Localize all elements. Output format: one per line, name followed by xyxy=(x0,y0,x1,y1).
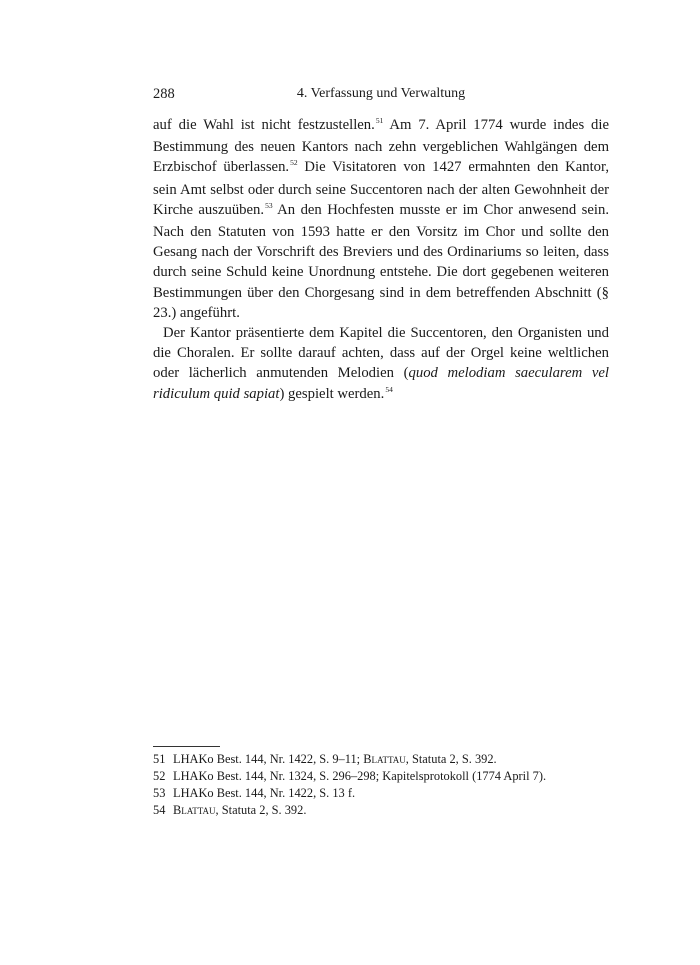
footnote-author: Blattau xyxy=(173,803,216,817)
running-head: 4. Verfassung und Verwaltung xyxy=(296,86,466,101)
footnote-number: 52 xyxy=(153,769,166,783)
footnote-ref-53[interactable]: 53 xyxy=(265,200,273,210)
footnote-54 xyxy=(153,802,609,819)
latin-quote: quod melodiam saecularem vel ridiculum quid sapiat xyxy=(153,365,609,402)
footnote-text: LHAKo Best. 144, Nr. 1324, S. 296–298; Kapitelsprotokoll (1774 April 7). xyxy=(173,769,547,783)
footnote-ref-54[interactable]: 54 xyxy=(385,384,393,394)
footnote-text: LHAKo Best. 144, Nr. 1422, S. 9–11; xyxy=(173,752,364,766)
body-text xyxy=(153,115,609,406)
sentence: An den Hochfesten musste er im Chor anwesend sein. Nach den Statuten von 1593 hatte er den Vorsitz im Chor und sollte den Gesang nach der Vorschrift des Breviers und des Ordinariums so leiten, dass durch seine Schuld keine Unordnung entstehe. Die dort gegebenen weiteren Bestimmungen über den Chorgesang sind in dem betreffenden Abschnitt (§ 23.) angeführt. xyxy=(153,201,610,321)
footnote-number: 53 xyxy=(153,786,166,800)
footnote-52 xyxy=(153,768,609,785)
footnotes xyxy=(153,751,609,819)
footnote-ref-51[interactable]: 51 xyxy=(375,116,384,125)
sentence: auf die Wahl ist nicht festzustellen. xyxy=(153,117,375,133)
footnote-53 xyxy=(153,785,609,802)
paragraph-2 xyxy=(153,323,609,406)
sentence: Der Kantor präsentierte dem Kapitel die Succentoren, den Organisten und die Choralen. Er sollte darauf achten, dass auf der Orgel keine weltlichen oder lächerlich anmutenden Melodien ( xyxy=(153,325,609,382)
sentence: Die Visitatoren von 1427 ermahnten den Kantor, sein Amt selbst oder durch seine Succentoren nach der alten Gewohnheit der Kirche auszuüben. xyxy=(153,159,609,218)
footnote-51 xyxy=(153,751,609,768)
footnote-ref-52[interactable]: 52 xyxy=(290,158,298,168)
footnote-divider xyxy=(153,746,220,747)
footnote-author: Blattau xyxy=(363,752,406,766)
footnote-text: , Statuta 2, S. 392. xyxy=(405,752,497,766)
sentence: ) gespielt werden. xyxy=(279,385,385,402)
footnote-number: 54 xyxy=(153,803,166,817)
footnote-text: , Statuta 2, S. 392. xyxy=(215,803,307,817)
paragraph-1 xyxy=(153,115,609,323)
footnote-number: 51 xyxy=(153,752,166,766)
sentence: Am 7. April 1774 wurde indes die Bestimmung des neuen Kantors nach zehn vergeblichen Wahlgängen dem Erzbischof überlassen. xyxy=(153,117,609,176)
page-number: 288 xyxy=(153,86,175,102)
footnote-text: LHAKo Best. 144, Nr. 1422, S. 13 f. xyxy=(173,786,356,800)
